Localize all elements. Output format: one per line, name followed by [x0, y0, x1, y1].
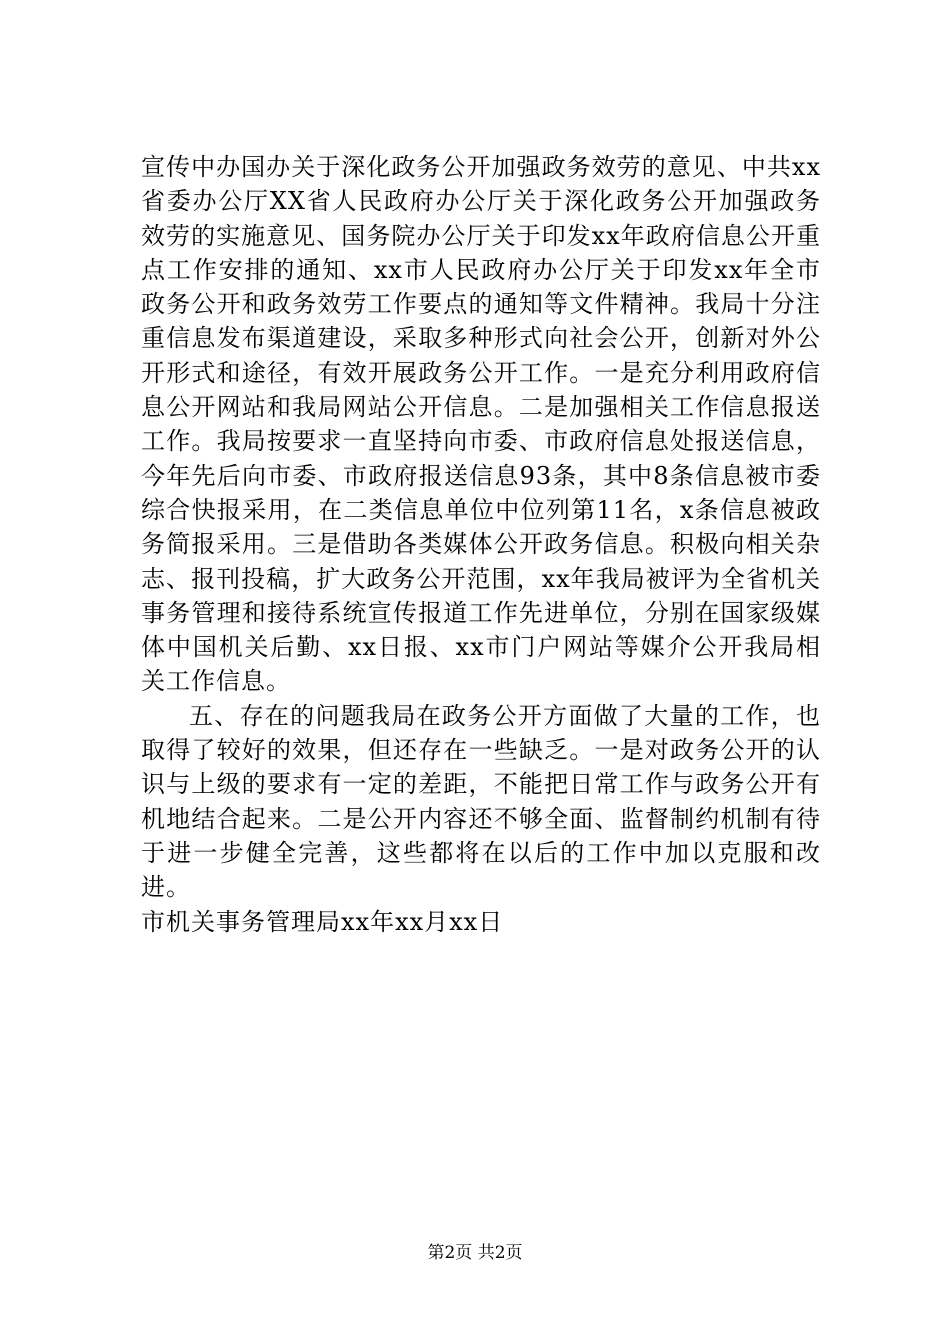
signature-line: 市机关事务管理局xx年xx月xx日 — [141, 907, 504, 936]
page-footer: 第2页 共2页 — [427, 1243, 523, 1263]
body-paragraph-1: 宣传中办国办关于深化政务公开加强政务效劳的意见、中共xx省委办公厅XX省人民政府办公厅关于深化政务公开加强政务效劳的实施意见、国务院办公厅关于印发xx年政府信息公开重点工作安排的通知、xx市人民政府办公厅关于印发xx年全市政务公开和政务效劳工作要点的通知等文件精神。我局十分注重信息发布渠道建设，采取多种形式向社会公开，创新对外公开形式和途径，有效开展政务公开工作。一是充分利用政府信息公开网站和我局网站公开信息。二是加强相关工作信息报送工作。我局按要求一直坚持向市委、市政府信息处报送信息，今年先后向市委、市政府报送信息93条，其中8条信息被市委综合快报采用，在二类信息单位中位列第11名，x条信息被政务简报采用。三是借助各类媒体公开政务信息。积极向相关杂志、报刊投稿，扩大政务公开范围，xx年我局被评为全省机关事务管理和接待系统宣传报道工作先进单位，分别在国家级媒体中国机关后勤、xx日报、xx市门户网站等媒介公开我局相关工作信息。 — [141, 153, 821, 696]
document-body — [141, 150, 821, 939]
body-paragraph-2: 五、存在的问题我局在政务公开方面做了大量的工作，也取得了较好的效果，但还存在一些缺乏。一是对政务公开的认识与上级的要求有一定的差距，不能把日常工作与政务公开有机地结合起来。二是公开内容还不够全面、监督制约机制有待于进一步健全完善，这些都将在以后的工作中加以克服和改进。 — [141, 701, 821, 902]
